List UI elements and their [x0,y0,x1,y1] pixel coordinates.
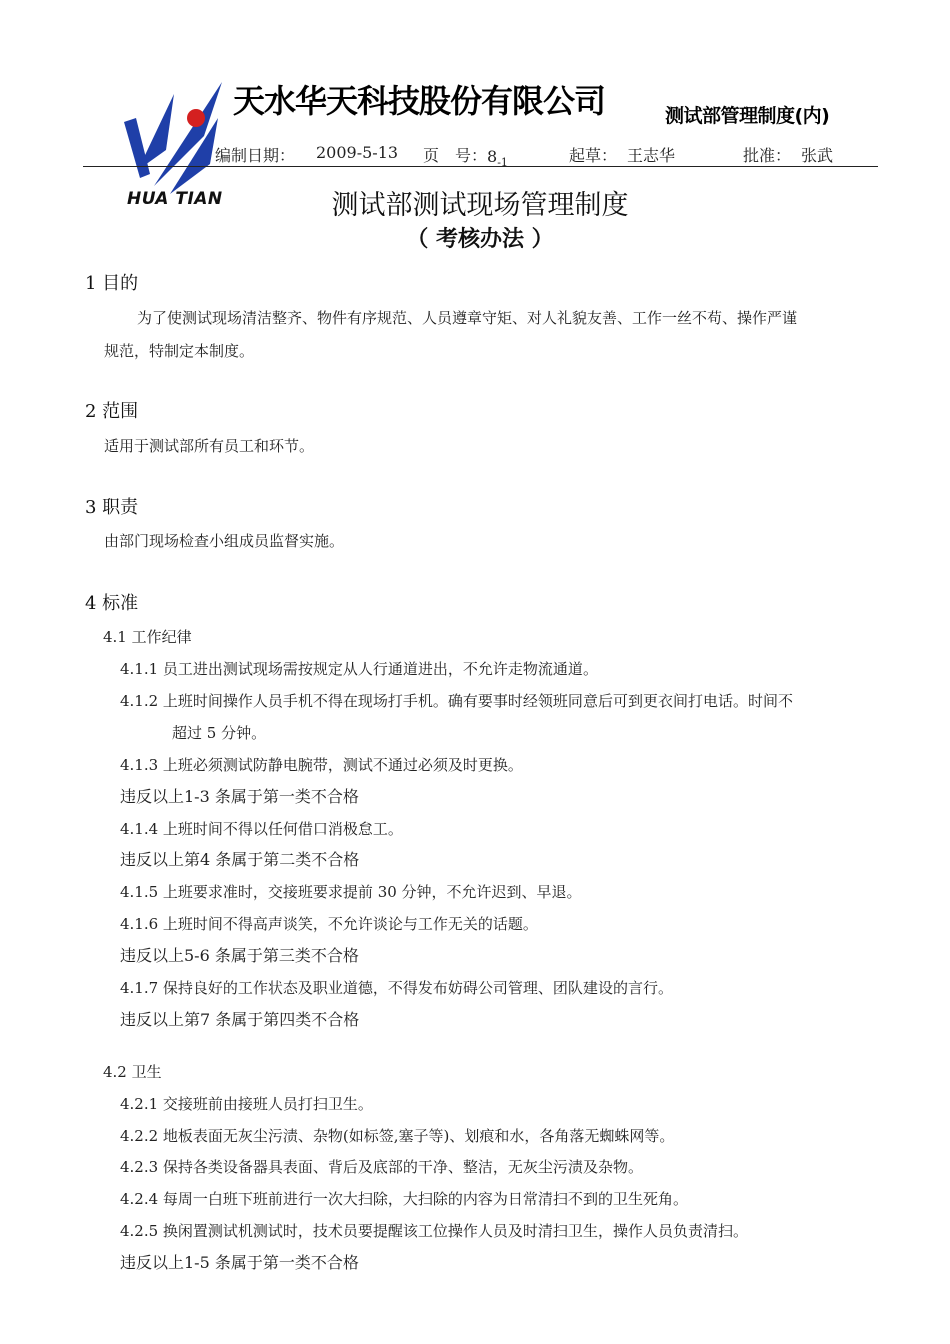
approve-label: 批准： [743,146,792,165]
item-4-1-1: 4.1.1 员工进出测试现场需按规定从人行通道进出，不允许走物流通道。 [120,660,598,678]
violation-note-2: 违反以上第4 条属于第二类不合格 [120,850,360,869]
date-label: 编制日期： [215,146,296,165]
brand-name: HUA TIAN [127,189,223,209]
item-4-2-5: 4.2.5 换闲置测试机测试时，技术员要提醒该工位操作人员及时清扫卫生，操作人员负责清扫。 [120,1222,748,1240]
approve-value: 张武 [801,146,834,165]
violation-note-1: 违反以上1-3 条属于第一类不合格 [120,787,359,806]
item-4-2-2: 4.2.2 地板表面无灰尘污渍、杂物(如标签,塞子等)、划痕和水，各角落无蜘蛛网等。 [120,1127,675,1145]
violation-note-3: 违反以上5-6 条属于第三类不合格 [120,946,359,965]
date-value: 2009-5-13 [316,143,399,162]
page-label: 页 号： [423,146,488,165]
header-rule [83,166,878,167]
item-4-1-2: 4.1.2 上班时间操作人员手机不得在现场打手机。确有要事时经领班同意后可到更衣间打电话。时间不 [120,692,793,710]
section-2-heading: 2 范围 [85,401,139,422]
draft-value: 王志华 [627,146,676,165]
document-subtitle: （ 考核办法 ） [406,227,554,252]
item-4-2-3: 4.2.3 保持各类设备器具表面、背后及底部的干净、整洁，无灰尘污渍及杂物。 [120,1158,643,1176]
item-4-1-3: 4.1.3 上班必须测试防静电腕带，测试不通过必须及时更换。 [120,756,523,774]
item-4-1-6: 4.1.6 上班时间不得高声谈笑，不允许谈论与工作无关的话题。 [120,915,538,933]
item-4-1-7: 4.1.7 保持良好的工作状态及职业道德，不得发布妨碍公司管理、团队建设的言行。 [120,979,673,997]
violation-note-4: 违反以上第7 条属于第四类不合格 [120,1010,360,1029]
section-1-text: 为了使测试现场清洁整齐、物件有序规范、人员遵章守矩、对人礼貌友善、工作一丝不苟、操作严谨 [137,309,798,327]
section-2-text: 适用于测试部所有员工和环节。 [104,437,315,455]
section-4-heading: 4 标准 [85,593,139,614]
section-1-heading: 1 目的 [85,273,139,294]
document-type: 测试部管理制度(内) [665,105,830,127]
document-title: 测试部测试现场管理制度 [331,190,629,221]
item-4-1-5: 4.1.5 上班要求准时，交接班要求提前 30 分钟，不允许迟到、早退。 [120,883,582,901]
section-3-heading: 3 职责 [85,497,139,518]
page-number: $8_{-1}$ [487,147,508,170]
draft-label: 起草： [569,146,618,165]
section-4-2-heading: 4.2 卫生 [103,1063,162,1081]
item-4-1-2-cont: 超过 5 分钟。 [172,724,267,742]
item-4-1-4: 4.1.4 上班时间不得以任何借口消极怠工。 [120,820,403,838]
section-4-1-heading: 4.1 工作纪律 [103,628,192,646]
violation-note-5: 违反以上1-5 条属于第一类不合格 [120,1253,359,1272]
item-4-2-1: 4.2.1 交接班前由接班人员打扫卫生。 [120,1095,373,1113]
item-4-2-4: 4.2.4 每周一白班下班前进行一次大扫除，大扫除的内容为日常清扫不到的卫生死角。 [120,1190,688,1208]
section-1-text-cont: 规范，特制定本制度。 [104,342,255,360]
company-name: 天水华天科技股份有限公司 [233,82,606,120]
section-3-text: 由部门现场检查小组成员监督实施。 [104,532,345,550]
